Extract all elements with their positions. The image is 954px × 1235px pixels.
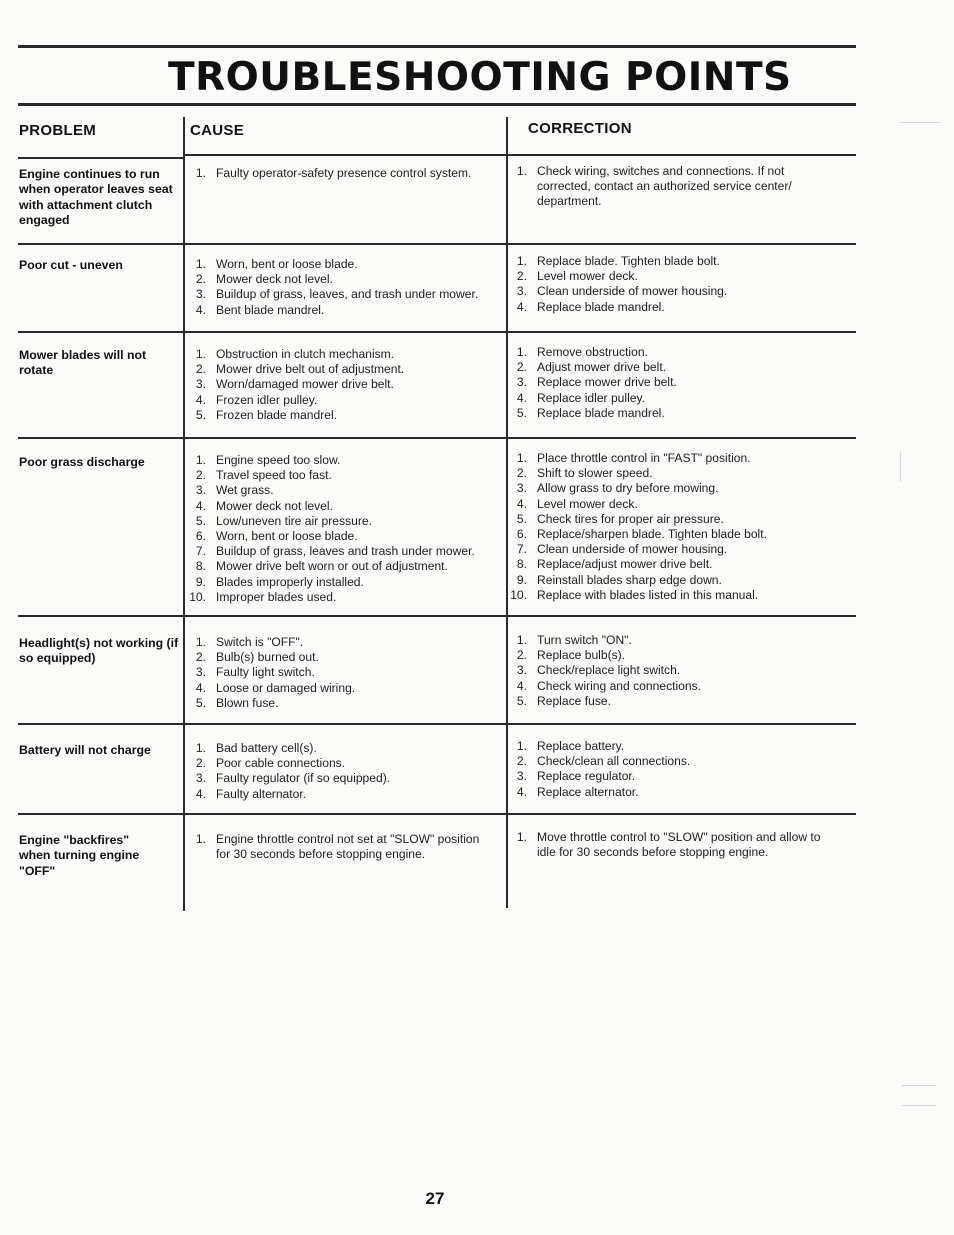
cause-list [188,741,500,802]
header-rule-rest [184,154,856,156]
cause-item: 2. Poor cable connections. [195,756,346,771]
correction-item: 4. Check wiring and connections. [516,678,702,693]
cause-item: 3. Faulty light switch. [195,665,315,680]
cause-item: 2. Mower deck not level. [195,272,333,287]
scan-mark [900,452,901,482]
problem-blades-not-rotate: Mower blades will not rotate [19,348,147,378]
problem-poor-cut: Poor cut - uneven [19,258,123,272]
row-separator [18,331,856,333]
cause-item: 4. Faulty alternator. [195,786,307,801]
correction-item: 1. Replace blade. Tighten blade bolt. [516,254,720,268]
correction-item: 1. Replace battery. [516,739,625,753]
cause-item: 8. Mower drive belt worn or out of adjustment. [195,559,448,574]
correction-list [509,254,839,315]
cause-item: 3. Buildup of grass, leaves, and trash under mower. [195,287,479,302]
cause-item: 4. Mower deck not level. [195,498,333,513]
correction-item: 3. Allow grass to dry before mowing. [516,481,719,496]
correction-item: 5. Replace blade mandrel. [516,405,665,420]
cause-item: 1. Faulty operator-safety presence control system. [195,166,472,180]
cause-item: 1. Bad battery cell(s). [195,741,317,755]
correction-item: 3. Clean underside of mower housing. [516,284,728,299]
correction-item: 3. Replace regulator. [516,769,636,784]
header-correction: CORRECTION [528,120,632,137]
correction-item: 7. Clean underside of mower housing. [516,542,728,557]
cause-item: 1. Switch is "OFF". [195,635,304,649]
top-rule [18,45,856,48]
correction-item: 8. Replace/adjust mower drive belt. [516,557,713,572]
correction-item: 2. Level mower deck. [516,269,638,284]
correction-item: 2. Adjust mower drive belt. [516,360,667,375]
row-separator [18,813,856,815]
cause-item: 9. Blades improperly installed. [195,574,364,589]
correction-list [509,345,839,421]
cause-item: 10. Improper blades used. [189,589,337,604]
cause-item: 7. Buildup of grass, leaves and trash under mower. [195,544,475,559]
header-problem: PROBLEM [19,122,97,139]
correction-item: 9. Reinstall blades sharp edge down. [516,572,722,587]
correction-item: 4. Replace blade mandrel. [516,299,665,314]
correction-list [509,633,839,709]
cause-item: 3. Wet grass. [195,483,274,498]
correction-item: 4. Replace idler pulley. [516,390,646,405]
correction-item: 1. Place throttle control in "FAST" position. [516,451,751,465]
problem-engine-continues: Engine continues to run when operator leaves seat with attachment clutch engaged [19,167,173,228]
row-separator [18,243,856,245]
page-title: TROUBLESHOOTING POINTS [168,55,792,100]
scan-mark [902,1085,936,1086]
cause-list [188,635,500,711]
header-rule-problem [18,157,184,159]
cause-item: 2. Mower drive belt out of adjustment. [195,362,405,377]
correction-item: 5. Check tires for proper air pressure. [516,511,724,526]
cause-item: 1. Engine throttle control not set at "SLOW" position for 30 seconds before stopping engine. [195,832,480,862]
cause-item: 2. Travel speed too fast. [195,468,332,483]
correction-item: 2. Shift to slower speed. [516,466,653,481]
cause-item: 6. Worn, bent or loose blade. [195,529,358,544]
correction-item: 3. Replace mower drive belt. [516,375,677,390]
cause-item: 4. Loose or damaged wiring. [195,680,356,695]
correction-item: 1. Move throttle control to "SLOW" position and allow to idle for 30 seconds before stopping engine. [516,830,821,860]
cause-item: 1. Engine speed too slow. [195,453,341,467]
correction-item: 3. Check/replace light switch. [516,663,681,678]
row-separator [18,723,856,725]
problem-backfires: Engine "backfires" when turning engine "OFF" [19,833,140,878]
cause-item: 1. Obstruction in clutch mechanism. [195,347,395,361]
correction-item: 4. Level mower deck. [516,496,638,511]
cause-item: 5. Blown fuse. [195,695,279,710]
cause-list [188,832,488,862]
correction-item: 1. Remove obstruction. [516,345,648,359]
correction-item: 5. Replace fuse. [516,693,611,708]
correction-item: 2. Check/clean all connections. [516,754,691,769]
title-underline [18,103,856,106]
cause-list [184,453,496,605]
correction-item: 2. Replace bulb(s). [516,648,626,663]
cause-list [188,347,500,423]
correction-list [509,830,829,860]
page-number: 27 [425,1189,445,1208]
scan-mark [902,1105,936,1106]
cause-list [188,166,500,181]
problem-headlights: Headlight(s) not working (if so equipped) [19,636,179,666]
correction-list [509,164,804,210]
correction-item: 10. Replace with blades listed in this manual. [510,587,759,602]
row-separator [18,437,856,439]
correction-item: 1. Check wiring, switches and connections. If not corrected, contact an authorized service center/ department. [516,164,792,209]
cause-item: 5. Low/uneven tire air pressure. [195,513,372,528]
cause-item: 4. Bent blade mandrel. [195,302,325,317]
row-separator [18,615,856,617]
correction-item: 6. Replace/sharpen blade. Tighten blade bolt. [516,527,767,542]
cause-item: 2. Bulb(s) burned out. [195,650,319,665]
cause-item: 3. Worn/damaged mower drive belt. [195,377,394,392]
correction-list [509,739,839,800]
header-cause: CAUSE [190,122,245,139]
cause-item: 1. Worn, bent or loose blade. [195,257,358,271]
correction-item: 1. Turn switch "ON". [516,633,632,647]
correction-item: 4. Replace alternator. [516,784,639,799]
correction-list [505,451,835,603]
problem-poor-grass-discharge: Poor grass discharge [19,455,145,469]
cause-item: 4. Frozen idler pulley. [195,392,318,407]
problem-battery: Battery will not charge [19,743,151,757]
cause-item: 5. Frozen blade mandrel. [195,407,338,422]
cause-list [188,257,500,318]
scan-mark [900,122,940,123]
cause-item: 3. Faulty regulator (if so equipped). [195,771,391,786]
